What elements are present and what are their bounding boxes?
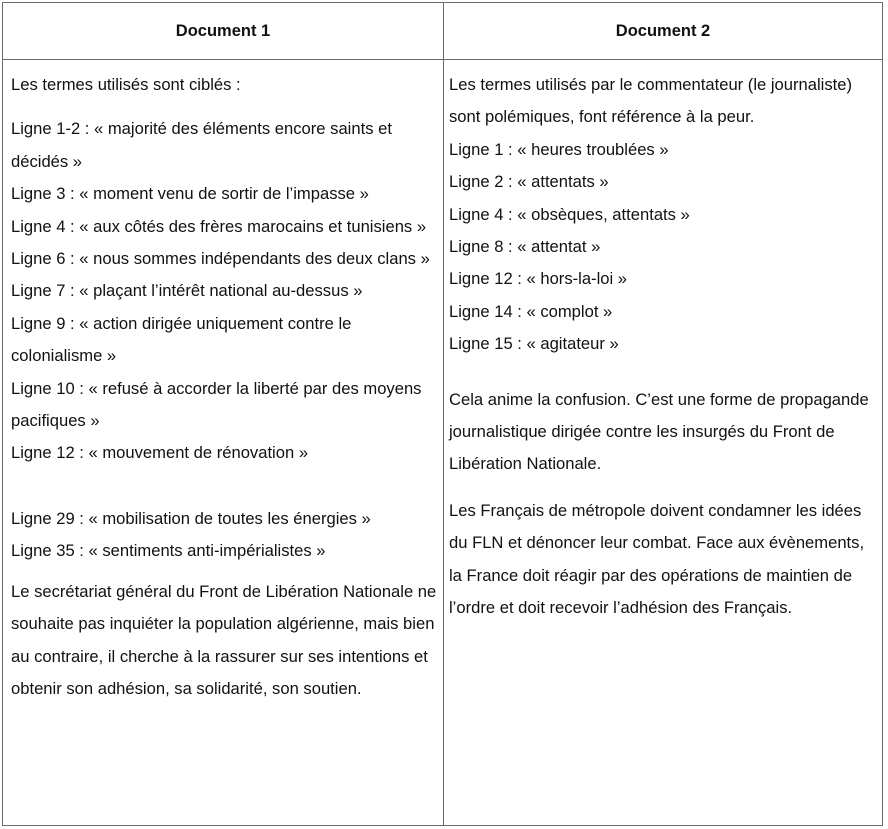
doc2-line-item: Ligne 2 : « attentats » <box>449 172 609 192</box>
document-1-column <box>11 69 437 705</box>
doc1-conclusion: Le secrétariat général du Front de Libération Nationale ne souhaite pas inquiéter la population algérienne, mais bien au contraire, il cherche à la rassurer sur ses intentions et obtenir son adhésion, sa solidarité, son soutien. <box>11 581 437 698</box>
doc1-line-item: Ligne 12 : « mouvement de rénovation » <box>11 443 309 463</box>
doc1-line-item: Ligne 3 : « moment venu de sortir de l’impasse » <box>11 184 369 204</box>
doc2-line-item: Ligne 1 : « heures troublées » <box>449 139 669 159</box>
doc1-line-item: Ligne 9 : « action dirigée uniquement contre le colonialisme » <box>11 313 352 366</box>
doc2-line-item: Ligne 15 : « agitateur » <box>449 334 619 354</box>
doc1-line-item: Ligne 35 : « sentiments anti-impérialistes » <box>11 541 326 561</box>
doc1-line-item: Ligne 7 : « plaçant l’intérêt national au-dessus » <box>11 281 363 301</box>
doc1-line-item: Ligne 10 : « refusé à accorder la liberté par des moyens pacifiques » <box>11 378 422 431</box>
doc2-line-item: Ligne 4 : « obsèques, attentats » <box>449 204 690 224</box>
doc1-line-item: Ligne 4 : « aux côtés des frères marocains et tunisiens » <box>11 216 427 236</box>
document-2-column <box>449 69 877 625</box>
doc1-line-item: Ligne 29 : « mobilisation de toutes les énergies » <box>11 508 371 528</box>
doc2-paragraph-1: Cela anime la confusion. C’est une forme de propagande journalistique dirigée contre les insurgés du Front de Libération Nationale. <box>449 389 869 474</box>
doc2-line-item: Ligne 12 : « hors-la-loi » <box>449 269 628 289</box>
doc2-intro: Les termes utilisés par le commentateur (le journaliste) sont polémiques, font référence à la peur. <box>449 75 853 127</box>
doc2-line-item: Ligne 8 : « attentat » <box>449 237 601 257</box>
header-document-1: Document 1 <box>175 21 271 40</box>
header-divider <box>3 59 882 60</box>
doc2-paragraph-2: Les Français de métropole doivent condamner les idées du FLN et dénoncer leur combat. Face aux évènements, la France doit réagir par des opérations de maintien de l’ordre et doit recevoir l’adhésion des Français. <box>449 500 865 618</box>
doc1-intro: Les termes utilisés sont ciblés : <box>11 75 241 94</box>
doc1-line-item: Ligne 6 : « nous sommes indépendants des deux clans » <box>11 249 430 269</box>
comparison-table <box>2 2 883 826</box>
header-document-2: Document 2 <box>615 21 711 40</box>
column-divider <box>443 3 444 825</box>
doc2-line-item: Ligne 14 : « complot » <box>449 301 613 321</box>
doc1-line-item: Ligne 1-2 : « majorité des éléments encore saints et décidés » <box>11 119 392 171</box>
